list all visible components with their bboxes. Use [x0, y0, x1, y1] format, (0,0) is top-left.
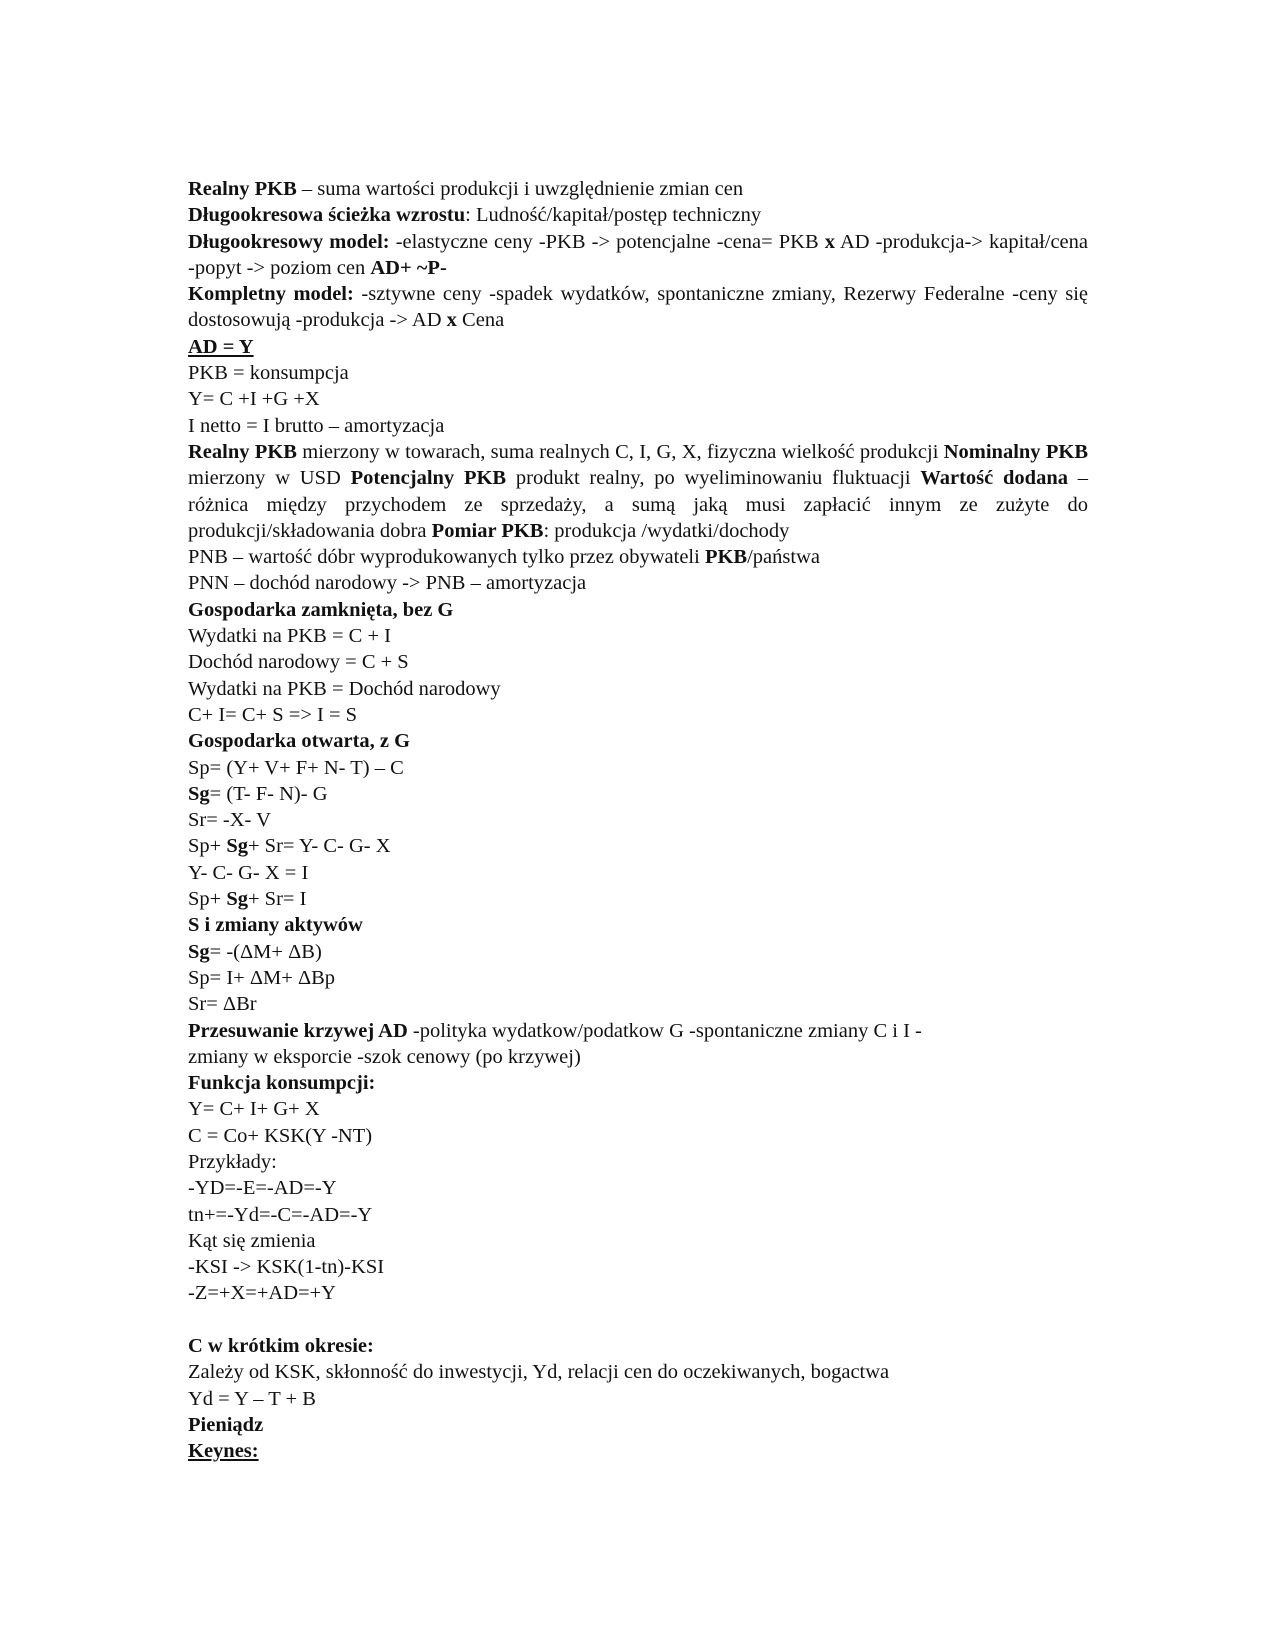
formula-wydatki-dochod: Wydatki na PKB = Dochód narodowy	[188, 677, 501, 700]
formula-yd: Yd = Y – T + B	[188, 1387, 316, 1410]
formula-sg-delta: Sg= -(ΔM+ ΔB)	[188, 940, 322, 963]
formula-sp-delta: Sp= I+ ΔM+ ΔBp	[188, 966, 336, 989]
document-body	[188, 176, 1088, 1465]
heading-s-zmiany-aktywow: S i zmiany aktywów	[188, 914, 363, 937]
formula-i-s: C+ I= C+ S => I = S	[188, 703, 358, 726]
formula-wydatki: Wydatki na PKB = C + I	[188, 625, 391, 648]
line-i-netto: I netto = I brutto – amortyzacja	[188, 414, 445, 437]
heading-funkcja-konsumpcji: Funkcja konsumpcji:	[188, 1072, 376, 1095]
line-pkb-konsumpcja: PKB = konsumpcja	[188, 362, 349, 385]
line-example-2: tn+=-Yd=-C=-AD=-Y	[188, 1203, 373, 1226]
line-przesuwanie-krzywej: Przesuwanie krzywej AD -polityka wydatkow/podatkow G -spontaniczne zmiany C i I -zmiany w eksporcie -szok cenowy (po krzywej)	[188, 1019, 922, 1068]
heading-pieniadz: Pieniądz	[188, 1413, 264, 1436]
blank-line	[188, 1307, 1088, 1333]
formula-y-c-g-x: Y- C- G- X = I	[188, 861, 309, 884]
formula-c: C = Co+ KSK(Y -NT)	[188, 1124, 373, 1147]
line-sciezka-wzrostu: Długookresowa ścieżka wzrostu: Ludność/kapitał/postęp techniczny	[188, 204, 762, 227]
heading-ad-y: AD = Y	[188, 335, 254, 358]
line-pnn: PNN – dochód narodowy -> PNB – amortyzacja	[188, 572, 587, 595]
heading-gospodarka-otwarta: Gospodarka otwarta, z G	[188, 730, 411, 753]
line-realny-pkb: Realny PKB – suma wartości produkcji i uwzględnienie zmian cen	[188, 178, 744, 200]
formula-sr-delta: Sr= ΔBr	[188, 993, 257, 1016]
formula-y-sum: Y= C+ I+ G+ X	[188, 1098, 320, 1121]
line-przyklady: Przykłady:	[188, 1150, 277, 1173]
formula-y: Y= C +I +G +X	[188, 388, 320, 411]
line-example-4: -Z=+X=+AD=+Y	[188, 1282, 336, 1305]
line-example-1: -YD=-E=-AD=-Y	[188, 1177, 337, 1200]
line-example-3: -KSI -> KSK(1-tn)-KSI	[188, 1256, 385, 1279]
formula-sp-sg-sr: Sp+ Sg+ Sr= Y- C- G- X	[188, 835, 391, 858]
heading-gospodarka-zamknieta: Gospodarka zamknięta, bez G	[188, 598, 454, 621]
formula-sg: Sg= (T- F- N)- G	[188, 782, 328, 805]
formula-dochod: Dochód narodowy = C + S	[188, 651, 409, 674]
formula-sr: Sr= -X- V	[188, 809, 271, 832]
paragraph-pkb-definitions: Realny PKB mierzony w towarach, suma realnych C, I, G, X, fizyczna wielkość produkcji Nominalny PKB mierzony w USD Potencjalny PKB produkt realny, po wyeliminowaniu fluktuacji Wartość dodana – różnica między przychodem ze sprzedaży, a sumą jaką musi zapłacić innym ze zużyte do produkcji/składowania dobra Pomiar PKB: produkcja /wydatki/dochody	[188, 440, 1089, 542]
heading-keynes: Keynes:	[188, 1440, 259, 1463]
formula-sp-sg-sr-i: Sp+ Sg+ Sr= I	[188, 888, 307, 911]
line-kompletny-model: Kompletny model: -sztywne ceny -spadek wydatków, spontaniczne zmiany, Rezerwy Federalne -ceny się dostosowują -produkcja -> AD x Cena	[188, 283, 1089, 332]
line-dlugookresowy-model: Długookresowy model: -elastyczne ceny -PKB -> potencjalne -cena= PKB x AD -produkcja-> kapitał/cena -popyt -> poziom cen AD+ ~P-	[188, 230, 1089, 279]
heading-c-krotki-okres: C w krótkim okresie:	[188, 1335, 374, 1358]
line-kat: Kąt się zmienia	[188, 1229, 316, 1252]
line-pnb: PNB – wartość dóbr wyprodukowanych tylko przez obywateli PKB/państwa	[188, 546, 820, 569]
line-zalezy: Zależy od KSK, skłonność do inwestycji, Yd, relacji cen do oczekiwanych, bogactwa	[188, 1361, 890, 1384]
formula-sp: Sp= (Y+ V+ F+ N- T) – C	[188, 756, 404, 779]
